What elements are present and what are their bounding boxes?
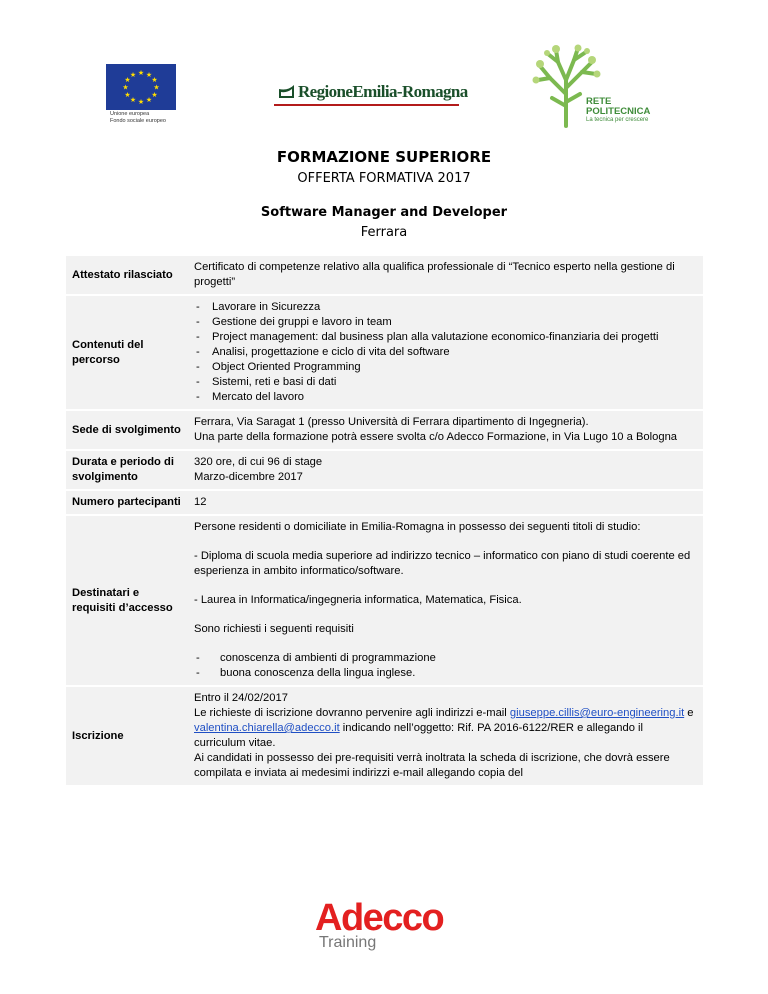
svg-text:★: ★ [145, 96, 153, 104]
value-contenuti [188, 296, 703, 409]
email-link-adecco[interactable]: valentina.chiarella@adecco.it [194, 722, 340, 734]
svg-text:★: ★ [145, 71, 153, 79]
label-iscrizione: Iscrizione [66, 687, 188, 785]
svg-text:★: ★ [153, 83, 160, 92]
svg-text:★: ★ [151, 76, 158, 84]
durata-line-2: Marzo-dicembre 2017 [194, 471, 303, 483]
list-item: - Object Oriented Programming [194, 360, 697, 375]
list-item: - buona conoscenza della lingua inglese. [194, 666, 697, 681]
value-durata [188, 451, 703, 489]
requisiti-intro: Sono richiesti i seguenti requisiti [194, 623, 354, 635]
eu-caption-line-2: Fondo sociale europeo [110, 117, 166, 124]
list-item: - Lavorare in Sicurezza [194, 300, 697, 315]
list-item: - Gestione dei gruppi e lavoro in team [194, 315, 697, 330]
page-subtitle: OFFERTA FORMATIVA 2017 [297, 171, 471, 186]
page-title: FORMAZIONE SUPERIORE [276, 148, 492, 166]
value-numero: 12 [188, 491, 703, 514]
value-destinatari [188, 516, 703, 685]
eu-caption [110, 111, 166, 124]
iscrizione-text-and: e [684, 707, 694, 719]
label-durata: Durata e periodo di svolgimento [66, 451, 188, 489]
region-mark-icon [278, 83, 295, 100]
label-destinatari: Destinatari e requisiti d’accesso [66, 516, 188, 685]
label-attestato: Attestato rilasciato [66, 256, 188, 294]
list-item: - Project management: dal business plan alla valutazione economico-finanziaria dei progetti [194, 330, 697, 345]
adecco-wordmark: Adecco [315, 897, 444, 939]
sede-line-1: Ferrara, Via Saragat 1 (presso Università di Ferrara dipartimento di Ingegneria). [194, 416, 589, 428]
value-attestato: Certificato di competenze relativo alla qualifica professionale di “Tecnico esperto nella gestione di progetti” [188, 256, 703, 294]
course-info-table [66, 254, 703, 787]
svg-text:★: ★ [122, 83, 129, 92]
row-contenuti [66, 296, 703, 409]
list-item: - Sistemi, reti e basi di dati [194, 375, 697, 390]
value-sede [188, 411, 703, 449]
svg-text:★: ★ [137, 98, 145, 106]
list-item: - Mercato del lavoro [194, 390, 697, 405]
iscrizione-paragraph [194, 706, 697, 751]
adecco-training-label: Training [319, 934, 377, 951]
region-underline [274, 104, 459, 106]
iscrizione-text-start: Le richieste di iscrizione dovranno pervenire agli indirizzi e-mail [194, 707, 510, 719]
requisiti-list [194, 651, 697, 681]
iscrizione-deadline: Entro il 24/02/2017 [194, 692, 288, 704]
label-contenuti: Contenuti del percorso [66, 296, 188, 409]
label-numero: Numero partecipanti [66, 491, 188, 514]
label-sede: Sede di svolgimento [66, 411, 188, 449]
row-iscrizione [66, 687, 703, 785]
course-city: Ferrara [360, 225, 408, 240]
svg-text:★: ★ [129, 96, 137, 104]
region-name: RegioneEmilia-Romagna [298, 82, 468, 101]
svg-text:★: ★ [124, 76, 131, 84]
eu-logo [106, 64, 176, 124]
rete-line-2: POLITECNICA [586, 105, 651, 117]
value-iscrizione [188, 687, 703, 785]
list-item: - conoscenza di ambienti di programmazione [194, 651, 697, 666]
rete-politecnica-name [586, 97, 650, 116]
logo-bar [0, 0, 768, 140]
eu-flag-icon [106, 64, 176, 110]
row-attestato [66, 256, 703, 294]
email-link-euro-engineering[interactable]: giuseppe.cillis@euro-engineering.it [509, 707, 685, 719]
destinatari-titolo-1: - Diploma di scuola media superiore ad indirizzo tecnico – informatico con piano di studi coerente ed esperienza in ambito informatico/software. [194, 550, 691, 577]
destinatari-titolo-2: - Laurea in Informatica/ingegneria informatica, Matematica, Fisica. [194, 594, 522, 606]
list-item: - Analisi, progettazione e ciclo di vita del software [194, 345, 697, 360]
destinatari-intro: Persone residenti o domiciliate in Emilia-Romagna in possesso dei seguenti titoli di studio: [194, 521, 641, 533]
svg-text:★: ★ [151, 91, 158, 99]
rete-line-1: RETE [586, 96, 612, 107]
eu-caption-line-1: Unione europea [110, 111, 150, 117]
adecco-training-logo [315, 898, 460, 954]
svg-text:★: ★ [137, 69, 145, 77]
rete-politecnica-tagline: La tecnica per crescere [586, 117, 649, 123]
row-destinatari [66, 516, 703, 685]
iscrizione-paragraph-2: Ai candidati in possesso dei pre-requisiti verrà inoltrata la scheda di iscrizione, che dovrà essere compilata e inviata ai medesimi indirizzi e-mail allegando copia del [194, 752, 670, 779]
svg-text:★: ★ [124, 91, 131, 99]
durata-line-1: 320 ore, di cui 96 di stage [194, 456, 323, 468]
regione-emilia-romagna-logo [274, 80, 468, 106]
svg-text:★: ★ [129, 71, 137, 79]
contenuti-list [194, 300, 697, 405]
row-durata [66, 451, 703, 489]
iscrizione-text-end: indicando nell’oggetto: Rif. PA 2016-6122/RER e allegando il curriculum vitae. [194, 722, 644, 749]
row-sede [66, 411, 703, 449]
course-title: Software Manager and Developer [260, 205, 508, 220]
row-numero [66, 491, 703, 514]
sede-line-2: Una parte della formazione potrà essere svolta c/o Adecco Formazione, in Via Lugo 10 a Bologna [194, 431, 678, 443]
